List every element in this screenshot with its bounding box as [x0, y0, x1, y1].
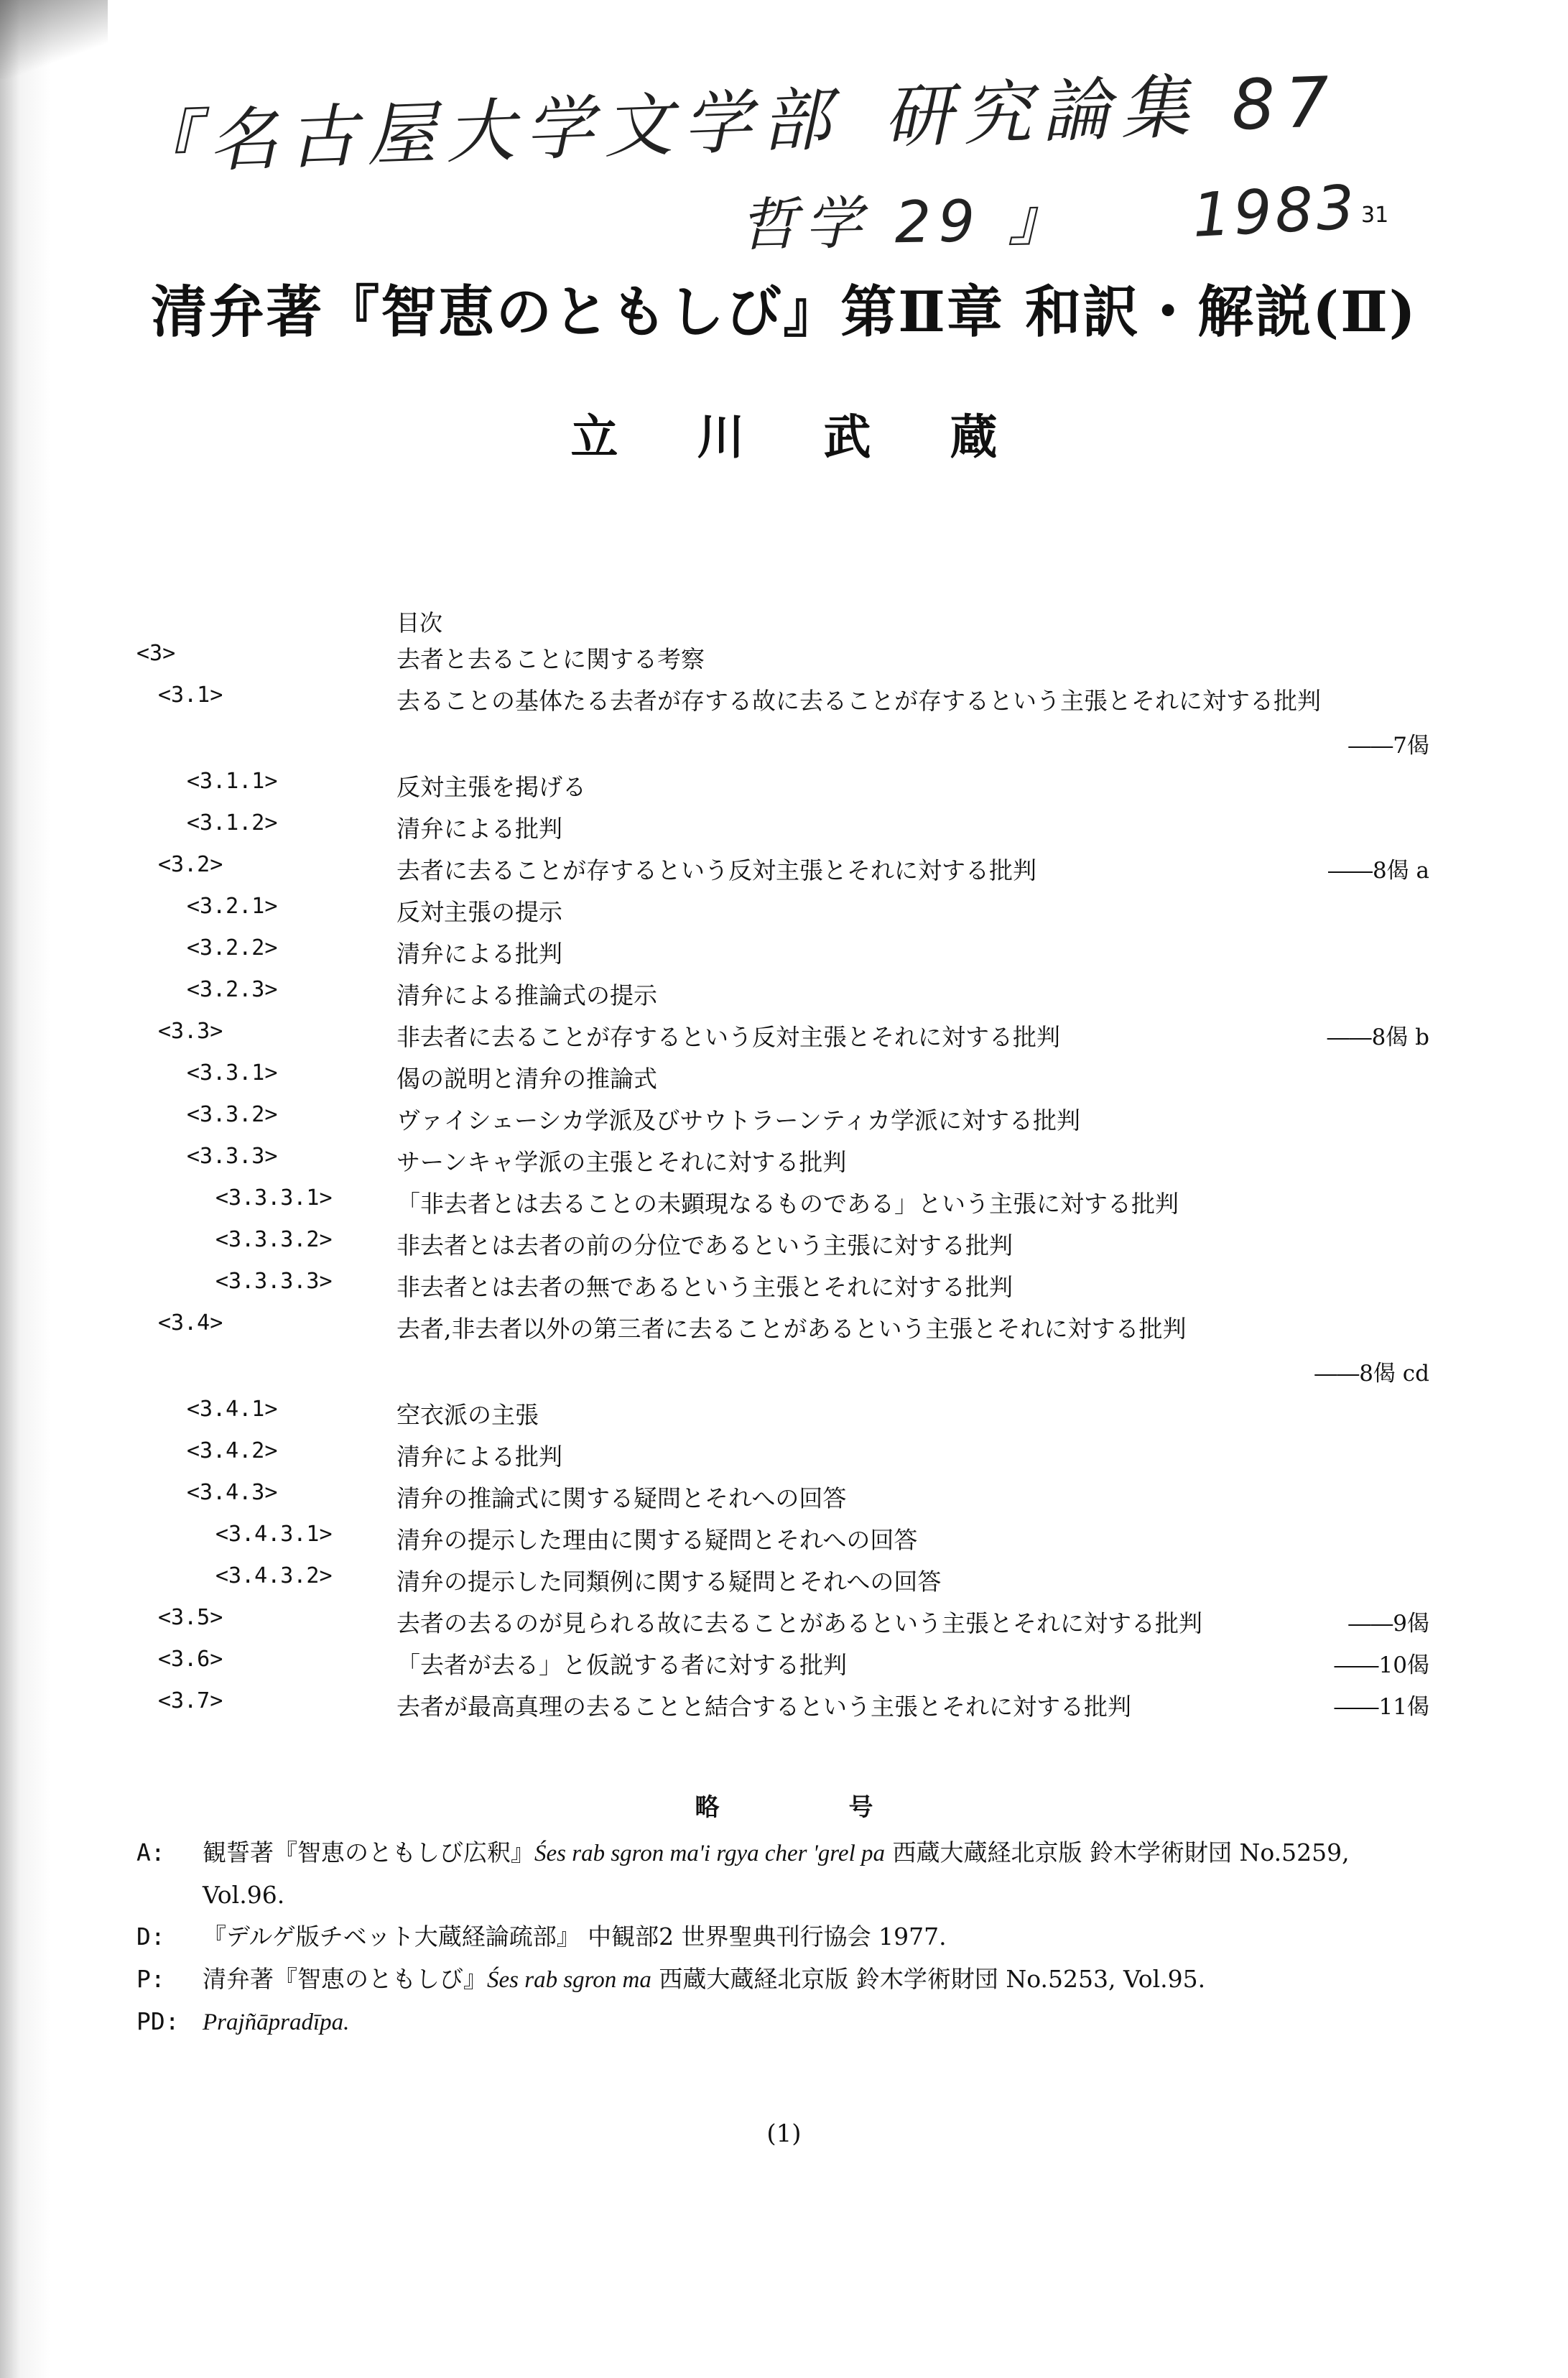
toc-row	[136, 1480, 1429, 1522]
toc-section-number: <3.3>	[158, 1019, 223, 1044]
toc-row	[136, 1647, 1429, 1688]
abbreviation-entry	[136, 2001, 1429, 2043]
abbreviation-title-italic: Prajñāpradīpa.	[203, 2009, 350, 2035]
toc-section-number: <3.3.1>	[187, 1060, 278, 1086]
toc-section-title: 清弁の提示した同類例に関する疑問とそれへの回答	[396, 1568, 942, 1596]
abbreviation-title-italic: Śes rab sgron ma	[487, 1967, 651, 1993]
toc-verse-reference: ――10偈	[1334, 1652, 1429, 1678]
abbreviation-text: 観誓著『智恵のともしび広釈』	[203, 1838, 534, 1866]
toc-section-number: <3>	[136, 641, 176, 666]
toc-section-title: 「非去者とは去ることの未顕現なるものである」という主張に対する批判	[396, 1190, 1179, 1218]
toc-section-number: <3.3.3.1>	[215, 1185, 333, 1211]
toc-section-number: <3.5>	[158, 1605, 223, 1630]
toc-section-title: 清弁による批判	[396, 940, 562, 968]
toc-row	[136, 1227, 1429, 1269]
toc-section-number: <3.6>	[158, 1647, 223, 1672]
toc-section-title: 非去者に去ることが存するという反対主張とそれに対する批判	[396, 1023, 1060, 1051]
abbreviation-description	[203, 1916, 1429, 1958]
toc-row	[136, 1185, 1429, 1227]
toc-row	[136, 1438, 1429, 1480]
toc-section-number: <3.3.3.3>	[215, 1269, 333, 1294]
toc-section-title: 非去者とは去者の無であるという主張とそれに対する批判	[396, 1273, 1013, 1301]
table-of-contents	[136, 641, 1429, 1730]
handwritten-year: 1983	[1190, 172, 1360, 251]
page-number-footer: (1)	[766, 2119, 802, 2148]
toc-section-number: <3.2.1>	[187, 894, 278, 919]
abbreviation-key: A:	[136, 1838, 165, 1866]
scan-shadow-corner	[0, 0, 108, 79]
toc-section-title: 反対主張の提示	[396, 898, 562, 926]
toc-verse-reference: ――8偈 cd	[1314, 1361, 1429, 1387]
toc-section-title: 清弁の提示した理由に関する疑問とそれへの回答	[396, 1526, 918, 1554]
toc-section-title: 去者の去るのが見られる故に去ることがあるという主張とそれに対する批判	[396, 1609, 1202, 1637]
toc-section-number: <3.4.3.2>	[215, 1563, 333, 1588]
toc-section-title: 清弁の推論式に関する疑問とそれへの回答	[396, 1484, 847, 1512]
abbreviation-entry	[136, 1832, 1429, 1916]
toc-row	[136, 894, 1429, 935]
toc-row	[136, 1688, 1429, 1730]
toc-row	[136, 1563, 1429, 1605]
toc-section-title: 偈の説明と清弁の推論式	[396, 1065, 657, 1093]
abbreviation-key: PD:	[136, 2007, 180, 2035]
toc-section-title: 清弁による推論式の提示	[396, 981, 657, 1009]
handwritten-source-line: 『名古屋大学文学部 研究論集 87	[128, 61, 1341, 185]
abbreviation-entry	[136, 1916, 1429, 1958]
toc-row	[136, 1269, 1429, 1310]
abbreviation-text: 清弁著『智恵のともしび』	[203, 1965, 487, 1993]
paper-title: 清弁著『智恵のともしび』第Ⅱ章 和訳・解説(Ⅱ)	[151, 279, 1417, 345]
toc-section-title: 空衣派の主張	[396, 1401, 539, 1429]
toc-section-title: 「去者が去る」と仮説する者に対する批判	[396, 1651, 847, 1679]
toc-verse-reference: ――8偈 a	[1327, 858, 1429, 884]
toc-section-number: <3.1.2>	[187, 810, 278, 836]
abbreviation-text: 『デルゲ版チベット大蔵経論疏部』 中観部2 世界聖典刊行協会 1977.	[203, 1923, 947, 1951]
toc-section-number: <3.7>	[158, 1688, 223, 1713]
toc-section-title: サーンキャ学派の主張とそれに対する批判	[396, 1148, 847, 1176]
toc-verse-reference: ――9偈	[1348, 1611, 1429, 1637]
toc-section-number: <3.3.3>	[187, 1144, 278, 1169]
toc-section-title: 清弁による批判	[396, 1443, 562, 1471]
toc-section-title: 非去者とは去者の前の分位であるという主張に対する批判	[396, 1231, 1013, 1259]
toc-verse-reference: ――11偈	[1334, 1694, 1429, 1720]
toc-section-title: 去者が最高真理の去ることと結合するという主張とそれに対する批判	[396, 1693, 1131, 1721]
toc-row	[136, 1060, 1429, 1102]
page-number-top: 31	[1361, 203, 1389, 228]
abbreviation-text: 西蔵大蔵経北京版 鈴木学術財団 No.5259, Vol.96.	[203, 1838, 1350, 1909]
toc-row	[136, 852, 1429, 894]
toc-row	[136, 1019, 1429, 1060]
toc-section-number: <3.1>	[158, 683, 223, 708]
toc-section-number: <3.4>	[158, 1310, 223, 1336]
toc-section-number: <3.2.3>	[187, 977, 278, 1002]
toc-section-title: 去者と去ることに関する考察	[396, 645, 705, 673]
toc-section-number: <3.2>	[158, 852, 223, 877]
toc-section-title: ヴァイシェーシカ学派及びサウトラーンティカ学派に対する批判	[396, 1106, 1081, 1134]
toc-row	[136, 1310, 1429, 1397]
toc-row	[136, 977, 1429, 1019]
toc-section-number: <3.4.1>	[187, 1397, 278, 1422]
toc-section-title: 去者,非去者以外の第三者に去ることがあるという主張とそれに対する批判	[396, 1315, 1187, 1343]
abbreviation-title-italic: Śes rab sgron ma'i rgya cher 'grel pa	[534, 1841, 885, 1866]
toc-section-number: <3.2.2>	[187, 935, 278, 961]
abbreviations-heading: 略号	[695, 1793, 1003, 1822]
handwritten-annotation	[128, 61, 1365, 259]
toc-row	[136, 1397, 1429, 1438]
toc-row	[136, 935, 1429, 977]
toc-section-number: <3.3.3.2>	[215, 1227, 333, 1252]
toc-heading: 目次	[396, 609, 443, 637]
toc-section-number: <3.3.2>	[187, 1102, 278, 1127]
toc-section-title: 反対主張を掲げる	[396, 773, 586, 801]
abbreviation-key: D:	[136, 1923, 165, 1951]
abbreviation-key: P:	[136, 1965, 165, 1993]
toc-row	[136, 683, 1429, 769]
abbreviation-text: 西蔵大蔵経北京版 鈴木学術財団 No.5253, Vol.95.	[651, 1965, 1206, 1993]
toc-section-number: <3.4.2>	[187, 1438, 278, 1463]
toc-row	[136, 1605, 1429, 1647]
toc-section-number: <3.1.1>	[187, 769, 278, 794]
toc-row	[136, 1522, 1429, 1563]
toc-verse-reference: ――8偈 b	[1327, 1024, 1429, 1050]
toc-section-title: 清弁による批判	[396, 815, 562, 843]
abbreviation-description	[203, 1832, 1429, 1916]
abbreviation-description	[203, 1958, 1429, 2001]
toc-row	[136, 1102, 1429, 1144]
toc-row	[136, 810, 1429, 852]
paper-author: 立川武蔵	[570, 409, 1077, 465]
toc-row	[136, 1144, 1429, 1185]
handwritten-series-line: 哲学 29 』	[739, 185, 1073, 259]
abbreviations-list	[136, 1832, 1429, 2043]
abbreviation-entry	[136, 1958, 1429, 2001]
scan-shadow-edge	[0, 0, 50, 2378]
toc-row	[136, 769, 1429, 810]
toc-row	[136, 641, 1429, 683]
toc-section-title: 去者に去ることが存するという反対主張とそれに対する批判	[396, 856, 1036, 884]
toc-verse-reference: ――7偈	[1348, 733, 1429, 759]
abbreviation-description	[203, 2001, 1429, 2043]
toc-section-title: 去ることの基体たる去者が存する故に去ることが存するという主張とそれに対する批判	[396, 687, 1321, 715]
toc-section-number: <3.4.3>	[187, 1480, 278, 1505]
toc-section-number: <3.4.3.1>	[215, 1522, 333, 1547]
